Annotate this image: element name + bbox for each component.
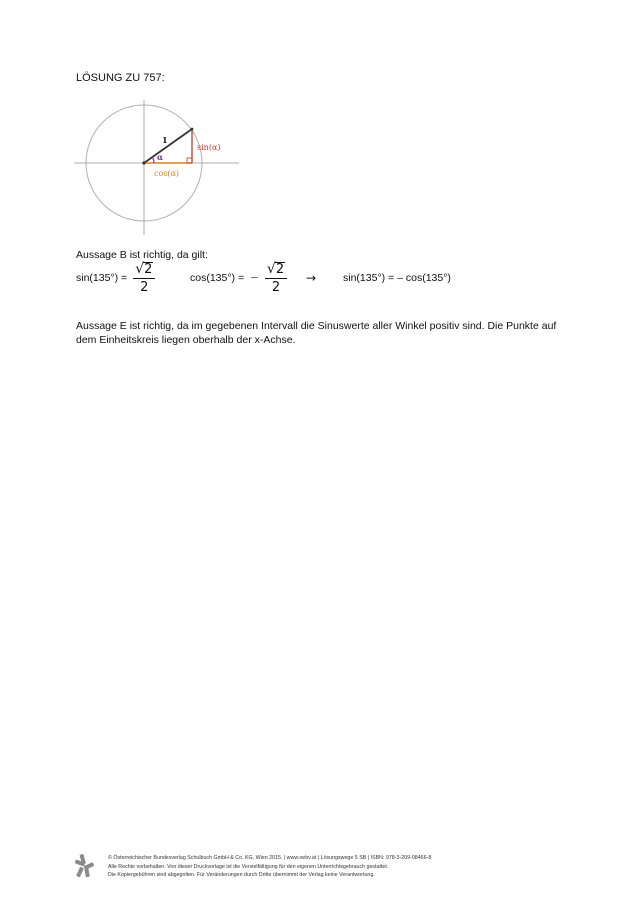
footer-line-copyright: © Österreichischer Bundesverlag Schulbuch GmbH & Co. KG, Wien 2015. | www.oebv.at | Lösungswege 5 SB | ISBN: 978-3-209-08466-8 [108, 855, 432, 861]
footer-text [108, 854, 431, 880]
result-formula [343, 258, 451, 298]
footer-line-rights: Alle Rechte vorbehalten. Von dieser Druckvorlage ist die Vervielfältigung für den eigenen Unterrichtsgebrauch gestattet. [108, 863, 389, 870]
radius-line [144, 129, 192, 163]
sin-formula [76, 258, 155, 298]
cos-numerator [265, 262, 287, 279]
cos-lhs: cos(135°) = [190, 272, 245, 284]
statement-b: Aussage B ist richtig, da gilt: [76, 249, 208, 261]
formula-row [76, 258, 556, 298]
radicand: 2 [275, 262, 285, 277]
cos-fraction [265, 262, 287, 294]
origin-point [142, 161, 145, 164]
publisher-logo-icon [72, 852, 96, 880]
angle-label: α [157, 152, 164, 162]
cosine-label: cos(α) [154, 169, 180, 178]
implies-arrow [306, 258, 316, 298]
page-title: LÖSUNG ZU 757: [76, 72, 165, 84]
angle-arc [152, 157, 154, 163]
sine-label: sin(α) [197, 143, 221, 152]
sin-fraction [133, 262, 155, 294]
sin-lhs: sin(135°) = [76, 272, 128, 284]
unit-circle-diagram [74, 100, 239, 235]
radicand: 2 [144, 262, 153, 277]
radius-label: 1 [162, 135, 168, 145]
footer [72, 852, 592, 888]
statement-e: Aussage E ist richtig, da im gegebenen Intervall die Sinuswerte aller Winkel positiv sind. Die Punkte auf dem Einheitskreis liegen oberhalb der x-Achse. [76, 320, 557, 346]
sqrt-sign: √ [266, 261, 276, 277]
arrow-icon: → [306, 271, 317, 285]
footer-line-fees: Die Kopiergebühren sind abgegolten. Für Veränderungen durch Dritte übernimmt der Verlag keine Verantwortung. [108, 872, 375, 878]
sqrt-sign: √ [135, 261, 145, 277]
minus-sign: − [250, 272, 259, 284]
cos-denominator: 2 [271, 280, 281, 295]
sin-numerator [133, 262, 155, 279]
result-text: sin(135°) = – cos(135°) [343, 272, 451, 284]
point-on-circle [191, 128, 194, 131]
sin-denominator: 2 [140, 280, 149, 295]
cos-formula [190, 258, 287, 298]
